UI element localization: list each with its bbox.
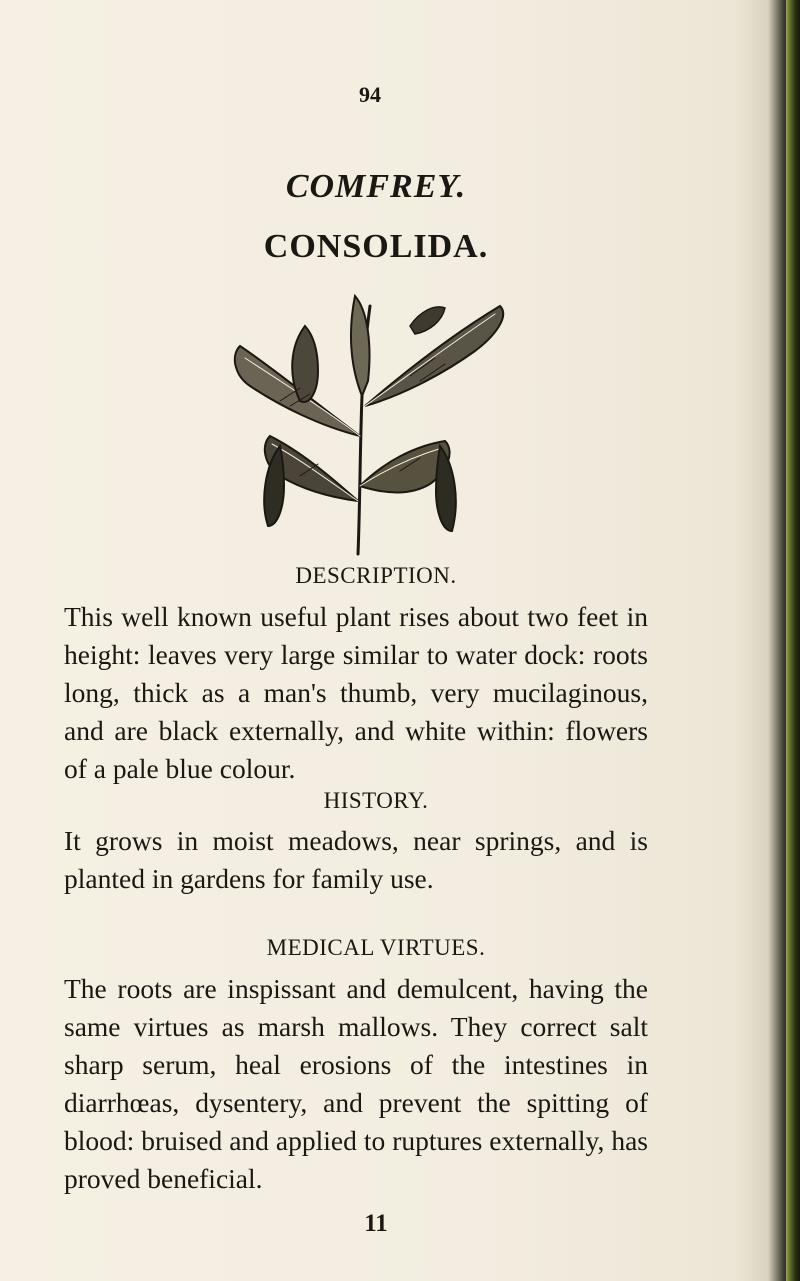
comfrey-illustration bbox=[210, 286, 530, 556]
section-text-medical-virtues: The roots are inspissant and demulcent, having the same virtues as marsh mallows. They correct salt sharp serum, heal erosions of the intestines in diarrhœas, dysentery, and prevent the spitting of blood: bruised and applied to ruptures externally, has proved beneficial. bbox=[64, 973, 648, 1194]
book-binding-edge bbox=[786, 0, 800, 1281]
section-heading-history: HISTORY. bbox=[323, 788, 429, 813]
plant-latin-name: CONSOLIDA. bbox=[263, 228, 489, 265]
signature-mark: 11 bbox=[364, 1210, 388, 1237]
section-heading-medical-virtues: MEDICAL VIRTUES. bbox=[266, 935, 486, 960]
section-heading-description: DESCRIPTION. bbox=[295, 563, 457, 588]
section-text-description: This well known useful plant rises about two feet in height: leaves very large similar to water dock: roots long, thick as a man's thumb, very mucilaginous, and are black externally, and white within: flowers of a pale blue colour. bbox=[64, 601, 648, 784]
page-number: 94 bbox=[359, 82, 381, 107]
plant-common-name: COMFREY. bbox=[285, 168, 467, 205]
section-text-history: It grows in moist meadows, near springs, and is planted in gardens for family use. bbox=[64, 825, 648, 894]
